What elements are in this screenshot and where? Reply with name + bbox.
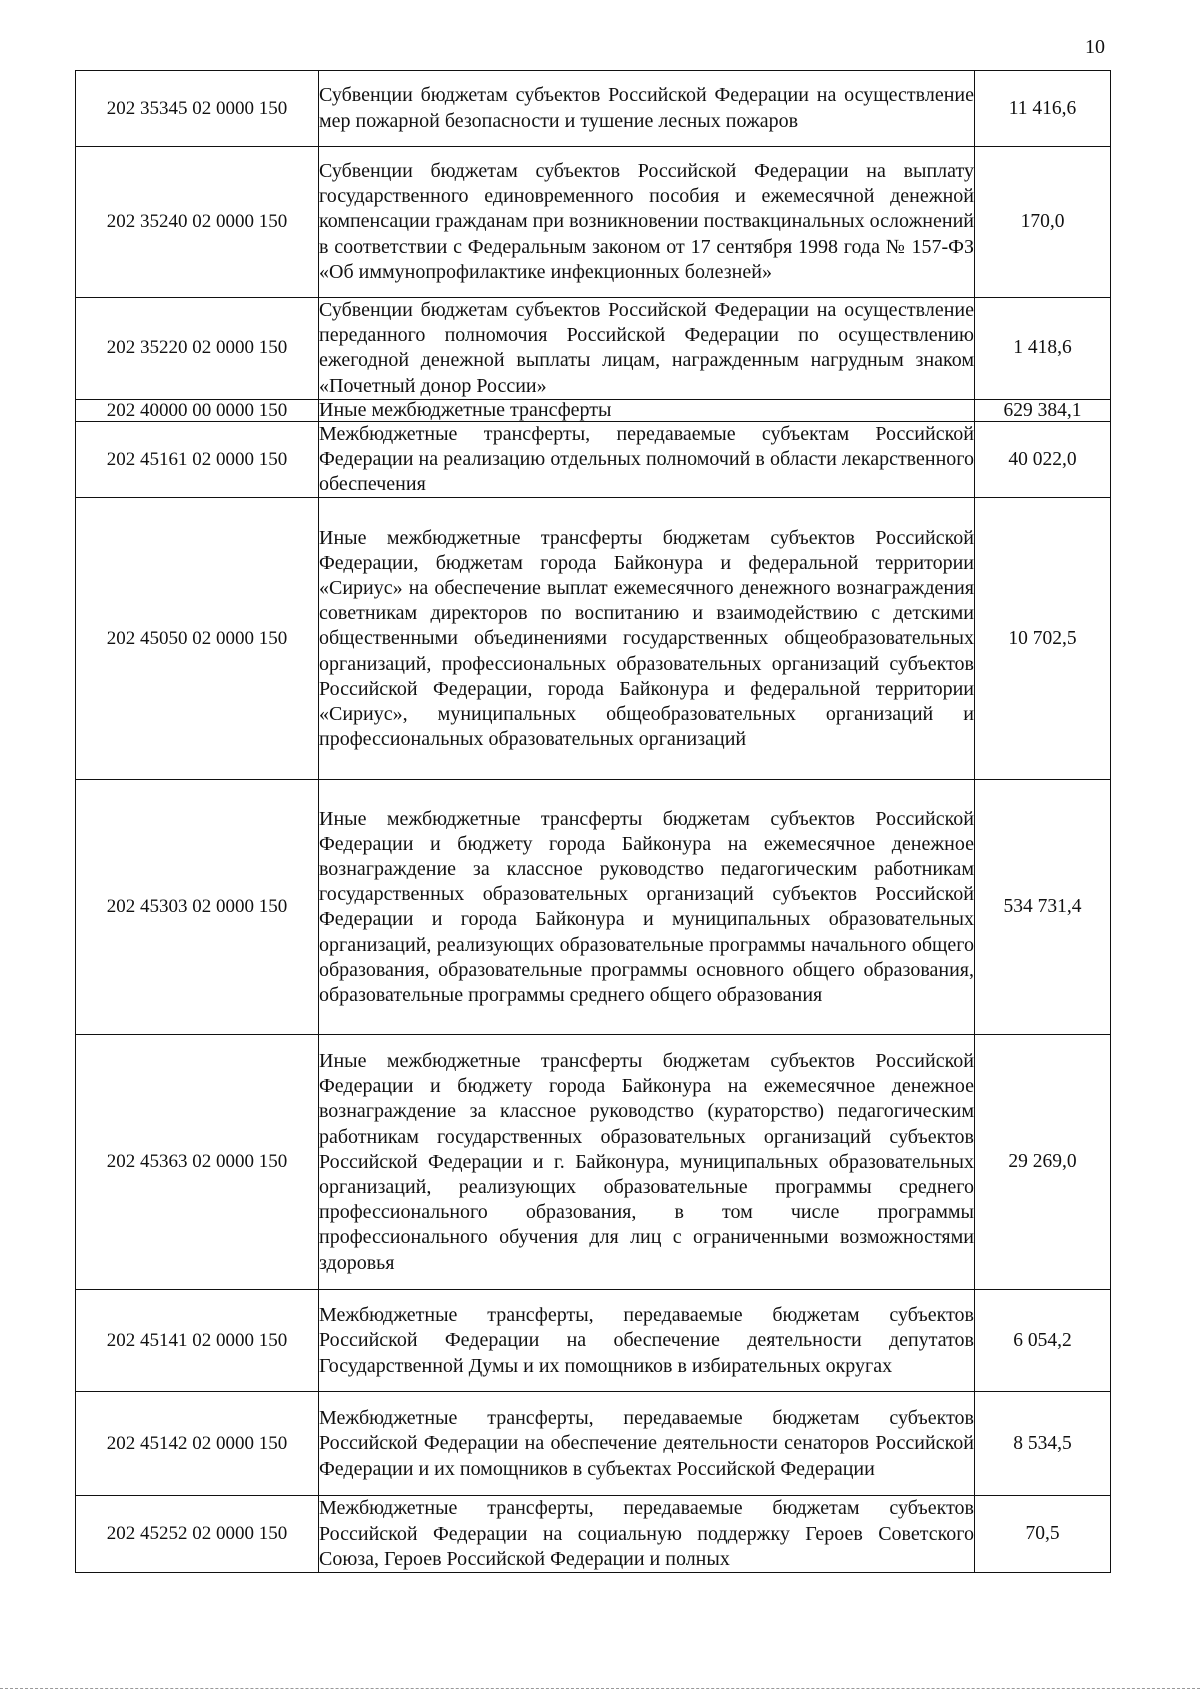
row-code: 202 35240 02 0000 150 (76, 147, 319, 298)
row-amount: 1 418,6 (975, 298, 1111, 400)
row-code: 202 45363 02 0000 150 (76, 1035, 319, 1290)
row-description: Межбюджетные трансферты, передаваемые бюджетам субъектов Российской Федерации на обеспечение деятельности депутатов Государственной Думы и их помощников в избирательных округах (319, 1290, 975, 1392)
row-description: Субвенции бюджетам субъектов Российской Федерации на выплату государственного единовременного пособия и ежемесячной денежной компенсации гражданам при возникновении поствакцинальных осложнений в соответствии с Федеральным законом от 17 сентября 1998 года № 157-ФЗ «Об иммунопрофилактике инфекционных болезней» (319, 147, 975, 298)
table-row (76, 498, 1111, 780)
table-row (76, 399, 1111, 421)
table-row (76, 71, 1111, 147)
table-row (76, 1496, 1111, 1573)
row-amount: 8 534,5 (975, 1392, 1111, 1496)
row-description: Межбюджетные трансферты, передаваемые бюджетам субъектов Российской Федерации на социальную поддержку Героев Советского Союза, Героев Российской Федерации и полных (319, 1496, 975, 1573)
row-description: Межбюджетные трансферты, передаваемые бюджетам субъектов Российской Федерации на обеспечение деятельности сенаторов Российской Федерации и их помощников в субъектах Российской Федерации (319, 1392, 975, 1496)
row-code: 202 40000 00 0000 150 (76, 399, 319, 421)
row-amount: 11 416,6 (975, 71, 1111, 147)
row-amount: 629 384,1 (975, 399, 1111, 421)
table-row (76, 1290, 1111, 1392)
row-amount: 534 731,4 (975, 780, 1111, 1035)
row-description: Иные межбюджетные трансферты бюджетам субъектов Российской Федерации и бюджету города Байконура на ежемесячное денежное вознаграждение за классное руководство педагогическим работникам государственных образовательных организаций субъектов Российской Федерации и города Байконура и муниципальных образовательных организаций, реализующих образовательные программы начального общего образования, образовательные программы основного общего образования, образовательные программы среднего общего образования (319, 780, 975, 1035)
row-code: 202 35220 02 0000 150 (76, 298, 319, 400)
table-row (76, 1035, 1111, 1290)
table-row (76, 147, 1111, 298)
row-code: 202 45142 02 0000 150 (76, 1392, 319, 1496)
table-row (76, 780, 1111, 1035)
row-description: Иные межбюджетные трансферты бюджетам субъектов Российской Федерации, бюджетам города Байконура и федеральной территории «Сириус» на обеспечение выплат ежемесячного денежного вознаграждения советникам директоров по воспитанию и взаимодействию с детскими общественными объединениями государственных общеобразовательных организаций, профессиональных образовательных организаций субъектов Российской Федерации, города Байконура и федеральной территории «Сириус», муниципальных общеобразовательных организаций и профессиональных образовательных организаций (319, 498, 975, 780)
row-description: Иные межбюджетные трансферты бюджетам субъектов Российской Федерации и бюджету города Байконура на ежемесячное денежное вознаграждение за классное руководство (кураторство) педагогическим работникам государственных образовательных организаций субъектов Российской Федерации и г. Байконура, муниципальных образовательных организаций, реализующих образовательные программы среднего профессионального образования, в том числе программы профессионального обучения для лиц с ограниченными возможностями здоровья (319, 1035, 975, 1290)
row-description: Субвенции бюджетам субъектов Российской Федерации на осуществление мер пожарной безопасности и тушение лесных пожаров (319, 71, 975, 147)
row-amount: 70,5 (975, 1496, 1111, 1573)
page-number: 10 (1085, 36, 1105, 58)
budget-table (75, 70, 1111, 1573)
row-description: Иные межбюджетные трансферты (319, 399, 975, 421)
row-code: 202 45161 02 0000 150 (76, 421, 319, 498)
row-description: Субвенции бюджетам субъектов Российской Федерации на осуществление переданного полномочия Российской Федерации по осуществлению ежегодной денежной выплаты лицам, награжденным нагрудным знаком «Почетный донор России» (319, 298, 975, 400)
table-row (76, 421, 1111, 498)
table-row (76, 298, 1111, 400)
scan-edge-line (0, 1688, 1200, 1689)
row-amount: 170,0 (975, 147, 1111, 298)
row-code: 202 45050 02 0000 150 (76, 498, 319, 780)
row-amount: 29 269,0 (975, 1035, 1111, 1290)
row-code: 202 45303 02 0000 150 (76, 780, 319, 1035)
row-description: Межбюджетные трансферты, передаваемые субъектам Российской Федерации на реализацию отдельных полномочий в области лекарственного обеспечения (319, 421, 975, 498)
row-amount: 40 022,0 (975, 421, 1111, 498)
row-code: 202 35345 02 0000 150 (76, 71, 319, 147)
row-amount: 6 054,2 (975, 1290, 1111, 1392)
row-code: 202 45141 02 0000 150 (76, 1290, 319, 1392)
row-code: 202 45252 02 0000 150 (76, 1496, 319, 1573)
table-row (76, 1392, 1111, 1496)
row-amount: 10 702,5 (975, 498, 1111, 780)
